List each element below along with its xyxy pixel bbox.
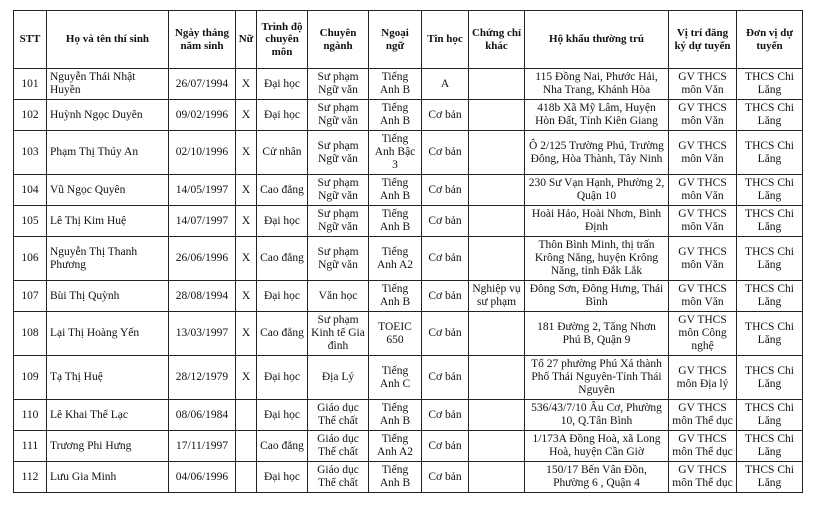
cell-stt: 112 — [14, 462, 47, 493]
cell-language: Tiếng Anh A2 — [369, 431, 422, 462]
cell-residence: 115 Đồng Nai, Phước Hải, Nha Trang, Khánh Hòa — [525, 69, 669, 100]
cell-position: GV THCS môn Thể dục — [669, 400, 737, 431]
cell-position: GV THCS môn Văn — [669, 281, 737, 312]
cell-dob: 14/07/1997 — [169, 206, 236, 237]
cell-residence: 181 Đường 2, Tăng Nhơn Phú B, Quận 9 — [525, 312, 669, 356]
cell-other-cert — [469, 356, 525, 400]
cell-position: GV THCS môn Văn — [669, 69, 737, 100]
cell-dob: 04/06/1996 — [169, 462, 236, 493]
cell-position: GV THCS môn Công nghệ — [669, 312, 737, 356]
cell-major: Sư phạm Kinh tế Gia đình — [308, 312, 369, 356]
cell-female: X — [236, 356, 257, 400]
cell-position: GV THCS môn Văn — [669, 206, 737, 237]
table-row — [14, 175, 803, 206]
cell-unit: THCS Chi Lăng — [737, 356, 803, 400]
cell-major: Sư phạm Ngữ văn — [308, 131, 369, 175]
table-row — [14, 312, 803, 356]
cell-female: X — [236, 281, 257, 312]
cell-level: Cao đẳng — [257, 312, 308, 356]
cell-position: GV THCS môn Văn — [669, 175, 737, 206]
cell-name: Nguyễn Thái Nhật Huyền — [47, 69, 169, 100]
cell-language: Tiếng Anh C — [369, 356, 422, 400]
cell-other-cert — [469, 69, 525, 100]
cell-female: X — [236, 131, 257, 175]
cell-unit: THCS Chi Lăng — [737, 100, 803, 131]
table-row — [14, 206, 803, 237]
cell-major: Giáo dục Thể chất — [308, 462, 369, 493]
cell-name: Tạ Thị Huệ — [47, 356, 169, 400]
table-row — [14, 100, 803, 131]
cell-female — [236, 431, 257, 462]
cell-position: GV THCS môn Văn — [669, 237, 737, 281]
cell-position: GV THCS môn Văn — [669, 131, 737, 175]
cell-name: Trương Phi Hưng — [47, 431, 169, 462]
cell-it: Cơ bản — [422, 175, 469, 206]
cell-unit: THCS Chi Lăng — [737, 69, 803, 100]
table-row — [14, 400, 803, 431]
header-dob: Ngày tháng năm sinh — [169, 11, 236, 69]
cell-language: Tiếng Anh B — [369, 100, 422, 131]
cell-major: Sư phạm Ngữ văn — [308, 237, 369, 281]
cell-major: Địa Lý — [308, 356, 369, 400]
cell-other-cert — [469, 131, 525, 175]
cell-residence: Thôn Bình Minh, thị trấn Krông Năng, huyện Krông Năng, tỉnh Đắk Lắk — [525, 237, 669, 281]
cell-unit: THCS Chi Lăng — [737, 312, 803, 356]
cell-residence: 536/43/7/10 Âu Cơ, Phường 10, Q.Tân Bình — [525, 400, 669, 431]
cell-language: Tiếng Anh B — [369, 462, 422, 493]
cell-residence: 1/173A Đồng Hoà, xã Long Hoà, huyện Cần Giờ — [525, 431, 669, 462]
cell-stt: 103 — [14, 131, 47, 175]
cell-dob: 17/11/1997 — [169, 431, 236, 462]
cell-dob: 26/06/1996 — [169, 237, 236, 281]
cell-residence: 150/17 Bến Vân Đồn, Phường 6 , Quận 4 — [525, 462, 669, 493]
cell-it: A — [422, 69, 469, 100]
cell-major: Sư phạm Ngữ văn — [308, 69, 369, 100]
cell-residence: Ô 2/125 Trường Phú, Trường Đông, Hòa Thành, Tây Ninh — [525, 131, 669, 175]
header-stt: STT — [14, 11, 47, 69]
cell-name: Phạm Thị Thúy An — [47, 131, 169, 175]
cell-position: GV THCS môn Địa lý — [669, 356, 737, 400]
header-it: Tin học — [422, 11, 469, 69]
table-row — [14, 131, 803, 175]
cell-name: Lê Thị Kim Huệ — [47, 206, 169, 237]
table-row — [14, 462, 803, 493]
cell-stt: 107 — [14, 281, 47, 312]
cell-other-cert — [469, 462, 525, 493]
cell-level: Đại học — [257, 281, 308, 312]
cell-unit: THCS Chi Lăng — [737, 237, 803, 281]
table-row — [14, 431, 803, 462]
cell-residence: Đông Sơn, Đông Hưng, Thái Bình — [525, 281, 669, 312]
cell-level: Cao đẳng — [257, 175, 308, 206]
cell-stt: 111 — [14, 431, 47, 462]
cell-dob: 14/05/1997 — [169, 175, 236, 206]
cell-level: Đại học — [257, 462, 308, 493]
header-name: Họ và tên thí sinh — [47, 11, 169, 69]
cell-residence: Hoài Hảo, Hoài Nhơn, Bình Định — [525, 206, 669, 237]
cell-stt: 109 — [14, 356, 47, 400]
cell-unit: THCS Chi Lăng — [737, 175, 803, 206]
cell-dob: 09/02/1996 — [169, 100, 236, 131]
cell-female: X — [236, 69, 257, 100]
cell-other-cert — [469, 206, 525, 237]
table-row — [14, 281, 803, 312]
cell-level: Đại học — [257, 206, 308, 237]
cell-other-cert — [469, 312, 525, 356]
cell-it: Cơ bản — [422, 400, 469, 431]
cell-female: X — [236, 312, 257, 356]
header-other-cert: Chứng chỉ khác — [469, 11, 525, 69]
cell-dob: 13/03/1997 — [169, 312, 236, 356]
cell-it: Cơ bản — [422, 206, 469, 237]
header-female: Nữ — [236, 11, 257, 69]
cell-it: Cơ bản — [422, 281, 469, 312]
cell-unit: THCS Chi Lăng — [737, 131, 803, 175]
cell-language: Tiếng Anh B — [369, 281, 422, 312]
cell-position: GV THCS môn Văn — [669, 100, 737, 131]
cell-unit: THCS Chi Lăng — [737, 281, 803, 312]
cell-it: Cơ bản — [422, 356, 469, 400]
header-row — [14, 11, 803, 69]
cell-other-cert — [469, 100, 525, 131]
cell-major: Sư phạm Ngữ văn — [308, 175, 369, 206]
cell-dob: 26/07/1994 — [169, 69, 236, 100]
cell-language: Tiếng Anh B — [369, 175, 422, 206]
cell-unit: THCS Chi Lăng — [737, 462, 803, 493]
header-major: Chuyên ngành — [308, 11, 369, 69]
cell-other-cert: Nghiệp vụ sư phạm — [469, 281, 525, 312]
cell-stt: 110 — [14, 400, 47, 431]
cell-name: Bùi Thị Quỳnh — [47, 281, 169, 312]
cell-level: Đại học — [257, 69, 308, 100]
cell-language: TOEIC 650 — [369, 312, 422, 356]
cell-female: X — [236, 175, 257, 206]
cell-major: Giáo dục Thể chất — [308, 400, 369, 431]
cell-position: GV THCS môn Thể dục — [669, 462, 737, 493]
cell-female: X — [236, 237, 257, 281]
cell-stt: 106 — [14, 237, 47, 281]
header-unit: Đơn vị dự tuyển — [737, 11, 803, 69]
header-position: Vị trí đăng ký dự tuyển — [669, 11, 737, 69]
cell-language: Tiếng Anh B — [369, 400, 422, 431]
cell-language: Tiếng Anh Bậc 3 — [369, 131, 422, 175]
cell-major: Giáo dục Thể chất — [308, 431, 369, 462]
header-language: Ngoại ngữ — [369, 11, 422, 69]
cell-major: Văn học — [308, 281, 369, 312]
cell-level: Cao đẳng — [257, 237, 308, 281]
cell-it: Cơ bản — [422, 237, 469, 281]
table-row — [14, 356, 803, 400]
cell-other-cert — [469, 400, 525, 431]
cell-it: Cơ bản — [422, 312, 469, 356]
cell-language: Tiếng Anh B — [369, 69, 422, 100]
cell-level: Đại học — [257, 400, 308, 431]
cell-name: Nguyễn Thị Thanh Phương — [47, 237, 169, 281]
cell-it: Cơ bản — [422, 462, 469, 493]
cell-dob: 08/06/1984 — [169, 400, 236, 431]
cell-dob: 28/12/1979 — [169, 356, 236, 400]
cell-level: Cử nhân — [257, 131, 308, 175]
cell-female — [236, 462, 257, 493]
cell-unit: THCS Chi Lăng — [737, 206, 803, 237]
cell-major: Sư phạm Ngữ văn — [308, 206, 369, 237]
cell-name: Lưu Gia Minh — [47, 462, 169, 493]
cell-name: Vũ Ngọc Quyên — [47, 175, 169, 206]
cell-level: Cao đẳng — [257, 431, 308, 462]
cell-unit: THCS Chi Lăng — [737, 431, 803, 462]
header-residence: Hộ khẩu thường trú — [525, 11, 669, 69]
cell-stt: 101 — [14, 69, 47, 100]
cell-stt: 108 — [14, 312, 47, 356]
cell-level: Đại học — [257, 356, 308, 400]
cell-stt: 104 — [14, 175, 47, 206]
cell-level: Đại học — [257, 100, 308, 131]
header-level: Trình độ chuyên môn — [257, 11, 308, 69]
cell-residence: Tổ 27 phường Phú Xá thành Phố Thái Nguyên-Tỉnh Thái Nguyên — [525, 356, 669, 400]
table-body — [14, 69, 803, 493]
table-row — [14, 237, 803, 281]
cell-other-cert — [469, 237, 525, 281]
cell-name: Lại Thị Hoàng Yến — [47, 312, 169, 356]
cell-dob: 28/08/1994 — [169, 281, 236, 312]
cell-stt: 102 — [14, 100, 47, 131]
cell-female: X — [236, 206, 257, 237]
cell-it: Cơ bản — [422, 431, 469, 462]
cell-other-cert — [469, 431, 525, 462]
cell-language: Tiếng Anh A2 — [369, 237, 422, 281]
cell-major: Sư phạm Ngữ văn — [308, 100, 369, 131]
cell-other-cert — [469, 175, 525, 206]
cell-female — [236, 400, 257, 431]
cell-unit: THCS Chi Lăng — [737, 400, 803, 431]
cell-stt: 105 — [14, 206, 47, 237]
cell-name: Lê Khai Thế Lạc — [47, 400, 169, 431]
cell-it: Cơ bản — [422, 100, 469, 131]
table-row — [14, 69, 803, 100]
cell-it: Cơ bản — [422, 131, 469, 175]
cell-female: X — [236, 100, 257, 131]
cell-residence: 230 Sư Vạn Hạnh, Phường 2, Quận 10 — [525, 175, 669, 206]
cell-dob: 02/10/1996 — [169, 131, 236, 175]
cell-language: Tiếng Anh B — [369, 206, 422, 237]
cell-residence: 418b Xã Mỹ Lâm, Huyện Hòn Đất, Tỉnh Kiên Giang — [525, 100, 669, 131]
cell-name: Huỳnh Ngọc Duyên — [47, 100, 169, 131]
cell-position: GV THCS môn Thể dục — [669, 431, 737, 462]
candidate-table — [13, 10, 803, 493]
